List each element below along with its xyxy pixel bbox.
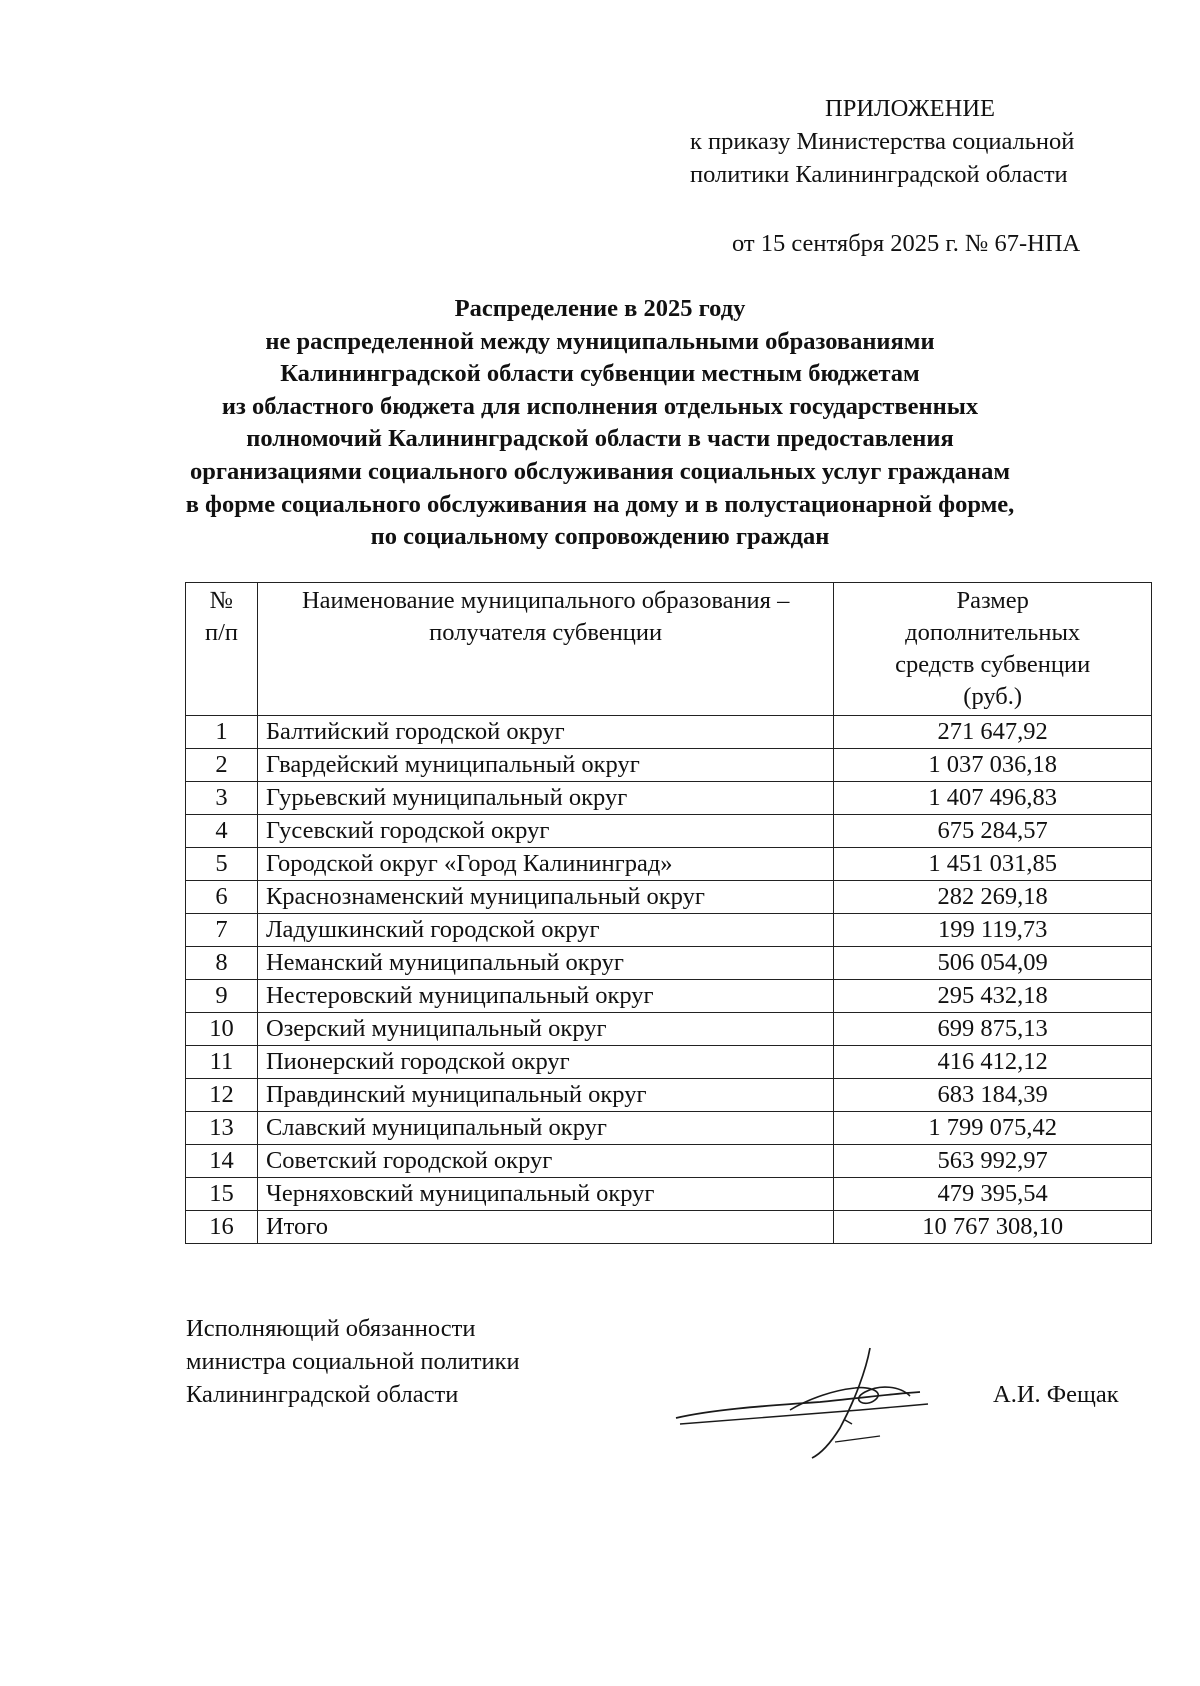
table-row [186,1145,1152,1178]
row-amount: 675 284,57 [834,815,1152,848]
table-row [186,848,1152,881]
row-number: 14 [186,1145,258,1178]
row-number: 12 [186,1079,258,1112]
row-number: 4 [186,815,258,848]
row-amount: 416 412,12 [834,1046,1152,1079]
row-name: Гусевский городской округ [257,815,833,848]
row-number: 6 [186,881,258,914]
row-name: Краснознаменский муниципальный округ [257,881,833,914]
row-amount: 1 407 496,83 [834,782,1152,815]
table-row [186,881,1152,914]
table-row-total [186,1211,1152,1244]
title-line: по социальному сопровождению граждан [370,523,830,551]
header-amount [834,583,1152,716]
handwritten-signature [670,1340,970,1460]
row-amount: 199 119,73 [834,914,1152,947]
appendix-title: ПРИЛОЖЕНИЕ [825,95,995,122]
appendix-block [690,92,1160,191]
table-row [186,1112,1152,1145]
title-line: Калининградской области субвенции местным бюджетам [280,360,920,388]
row-amount: 1 037 036,18 [834,749,1152,782]
appendix-line-1: к приказу Министерства социальной [690,128,1075,155]
title-line: Распределение в 2025 году [454,295,746,322]
table-row [186,980,1152,1013]
signer-name: А.И. Фещак [993,1381,1119,1408]
row-number: 7 [186,914,258,947]
row-amount: 295 432,18 [834,980,1152,1013]
row-amount: 699 875,13 [834,1013,1152,1046]
row-amount: 1 451 031,85 [834,848,1152,881]
row-name: Правдинский муниципальный округ [257,1079,833,1112]
header-amount-line: средств субвенции [895,651,1091,678]
table-row [186,1046,1152,1079]
title-line: полномочий Калининградской области в части предоставления [246,425,954,453]
title-line: из областного бюджета для исполнения отдельных государственных [221,392,979,420]
row-number: 2 [186,749,258,782]
order-reference: от 15 сентября 2025 г. № 67-НПА [732,230,1081,257]
table-row [186,1178,1152,1211]
row-amount: 479 395,54 [834,1178,1152,1211]
row-name: Гвардейский муниципальный округ [257,749,833,782]
row-number: 10 [186,1013,258,1046]
header-number [186,583,258,716]
table-row [186,914,1152,947]
row-name: Советский городской округ [257,1145,833,1178]
row-name: Ладушкинский городской округ [257,914,833,947]
signatory-position [186,1312,520,1411]
header-name-line: получателя субвенции [429,619,663,646]
row-amount: 271 647,92 [834,716,1152,749]
header-name-line: Наименование муниципального образования – [301,587,790,614]
table-row [186,947,1152,980]
header-number-line: п/п [204,619,238,646]
header-amount-line: (руб.) [963,683,1023,710]
signatory-line: министра социальной политики [186,1348,520,1375]
signatory-line: Калининградской области [186,1381,459,1408]
row-amount: 282 269,18 [834,881,1152,914]
row-number: 5 [186,848,258,881]
row-number: 1 [186,716,258,749]
header-name [257,583,833,716]
row-name: Пионерский городской округ [257,1046,833,1079]
row-name: Гурьевский муниципальный округ [257,782,833,815]
header-amount-line: Размер [956,587,1029,614]
row-number: 16 [186,1211,258,1244]
row-amount: 1 799 075,42 [834,1112,1152,1145]
table-row [186,749,1152,782]
row-name: Озерский муниципальный округ [257,1013,833,1046]
table-row [186,716,1152,749]
header-number-line: № [209,587,234,614]
row-amount: 683 184,39 [834,1079,1152,1112]
table-row [186,1013,1152,1046]
row-amount: 506 054,09 [834,947,1152,980]
title-line: в форме социального обслуживания на дому и в полустационарной форме, [185,490,1015,518]
table-header-row [186,583,1152,716]
title-line: организациями социального обслуживания социальных услуг гражданам [189,457,1011,485]
row-number: 13 [186,1112,258,1145]
row-amount: 10 767 308,10 [834,1211,1152,1244]
row-name: Итого [257,1211,833,1244]
row-name: Балтийский городской округ [257,716,833,749]
table-row [186,1079,1152,1112]
appendix-line-2: политики Калининградской области [690,161,1068,188]
table-row [186,815,1152,848]
header-amount-line: дополнительных [905,619,1081,646]
row-number: 9 [186,980,258,1013]
row-name: Городской округ «Город Калининград» [257,848,833,881]
row-name: Славский муниципальный округ [257,1112,833,1145]
title-line: не распределенной между муниципальными образованиями [265,327,935,355]
row-amount: 563 992,97 [834,1145,1152,1178]
row-number: 3 [186,782,258,815]
row-number: 8 [186,947,258,980]
row-name: Черняховский муниципальный округ [257,1178,833,1211]
row-number: 15 [186,1178,258,1211]
distribution-table [185,582,1152,1244]
row-name: Нестеровский муниципальный округ [257,980,833,1013]
signatory-line: Исполняющий обязанности [186,1315,476,1342]
table-row [186,782,1152,815]
document-title [150,293,1050,554]
row-number: 11 [186,1046,258,1079]
row-name: Неманский муниципальный округ [257,947,833,980]
